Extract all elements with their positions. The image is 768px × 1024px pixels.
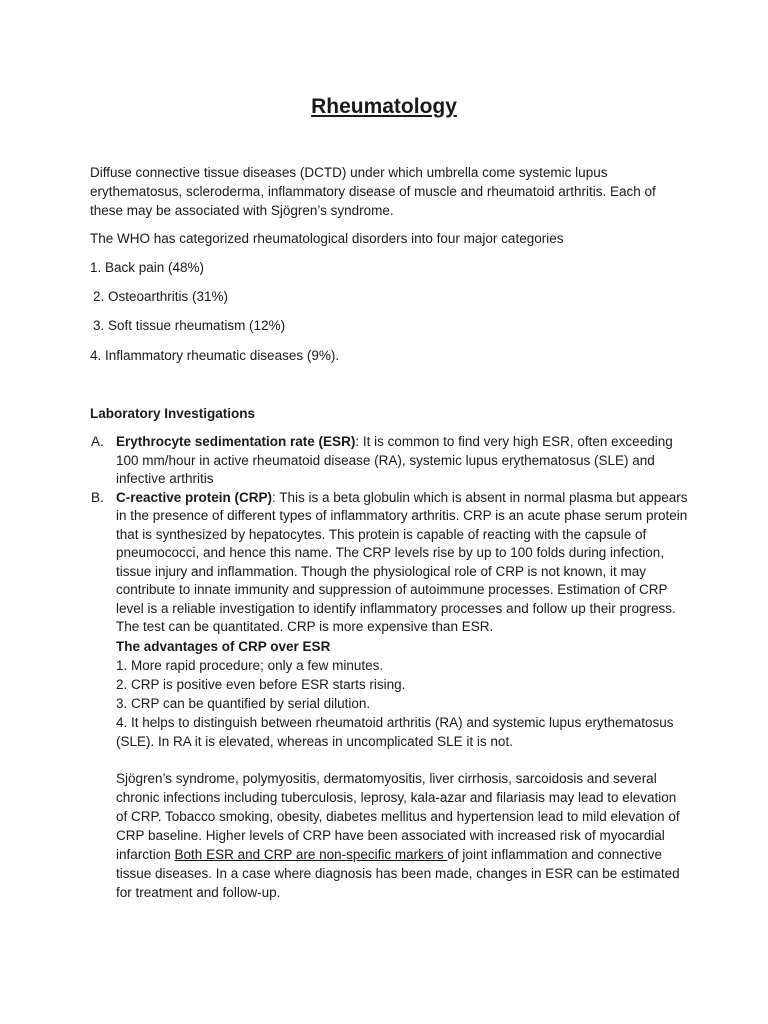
- item-text: : This is a beta globulin which is absent in normal plasma but appears in the presence of different types of inflammatory arthritis. CRP is an acute phase serum protein that is synthesized by hepatocytes. This protein is capable of reacting with the capsule of pneumococci, and hence this name. The CRP levels rise by up to 100 folds during infection, tissue injury and inflammation. Though the physiological role of CRP is not known, it may contribute to innate immunity and suppression of autoimmune processes. Estimation of CRP level is a reliable investigation to identify inflammatory processes and follow up their progress. The test can be quantitated. CRP is more expensive than ESR.: [116, 489, 688, 634]
- advantage-item: 2. CRP is positive even before ESR starts rising.: [116, 676, 406, 692]
- section-heading: Laboratory Investigations: [90, 406, 256, 421]
- list-marker: A.: [91, 434, 104, 449]
- item-term: C-reactive protein (CRP): [116, 489, 273, 505]
- list-marker: B.: [91, 489, 104, 505]
- page-title: Rheumatology: [311, 95, 457, 118]
- closing-text-end: of joint inflammation and connective tissue diseases. In a case where diagnosis has been made, changes in ESR can be estimated for treatment and follow-up.: [116, 846, 680, 900]
- list-item: [90, 489, 690, 902]
- category-item: 1. Back pain (48%): [90, 260, 205, 275]
- advantages-heading: The advantages of CRP over ESR: [116, 638, 331, 654]
- closing-paragraph: [116, 769, 690, 902]
- who-paragraph: The WHO has categorized rheumatological disorders into four major categories: [90, 231, 564, 246]
- closing-text: Sjögren’s syndrome, polymyositis, dermatomyositis, liver cirrhosis, sarcoidosis and several chronic infections including tuberculosis, leprosy, kala-azar and filariasis may lead to elevation of CRP. Tobacco smoking, obesity, diabetes mellitus and hypertension lead to mild elevation of CRP baseline. Higher levels of CRP have been associated with increased risk of myocardial infarction: [116, 770, 680, 862]
- underlined-text: Both ESR and CRP are non-specific markers: [174, 846, 448, 862]
- category-item: 3. Soft tissue rheumatism (12%): [93, 318, 286, 333]
- category-item: 2. Osteoarthritis (31%): [93, 289, 229, 304]
- lab-investigations-list: [90, 433, 690, 902]
- item-text: : It is common to find very high ESR, often exceeding 100 mm/hour in active rheumatoid disease (RA), systemic lupus erythematosus (SLE) and infective arthritis: [116, 434, 673, 486]
- category-item: 4. Inflammatory rheumatic diseases (9%).: [90, 348, 340, 363]
- advantage-item: 1. More rapid procedure; only a few minutes.: [116, 657, 384, 673]
- item-term: Erythrocyte sedimentation rate (ESR): [116, 434, 356, 449]
- advantage-item: 3. CRP can be quantified by serial dilution.: [116, 695, 371, 711]
- list-item: [90, 433, 690, 489]
- intro-paragraph: Diffuse connective tissue diseases (DCTD) under which umbrella come systemic lupus erythematosus, scleroderma, inflammatory disease of muscle and rheumatoid arthritis. Each of these may be associated with Sjögren’s syndrome.: [90, 165, 656, 218]
- advantage-item: 4. It helps to distinguish between rheumatoid arthritis (RA) and systemic lupus erythematosus (SLE). In RA it is elevated, whereas in uncomplicated SLE it is not.: [116, 714, 674, 749]
